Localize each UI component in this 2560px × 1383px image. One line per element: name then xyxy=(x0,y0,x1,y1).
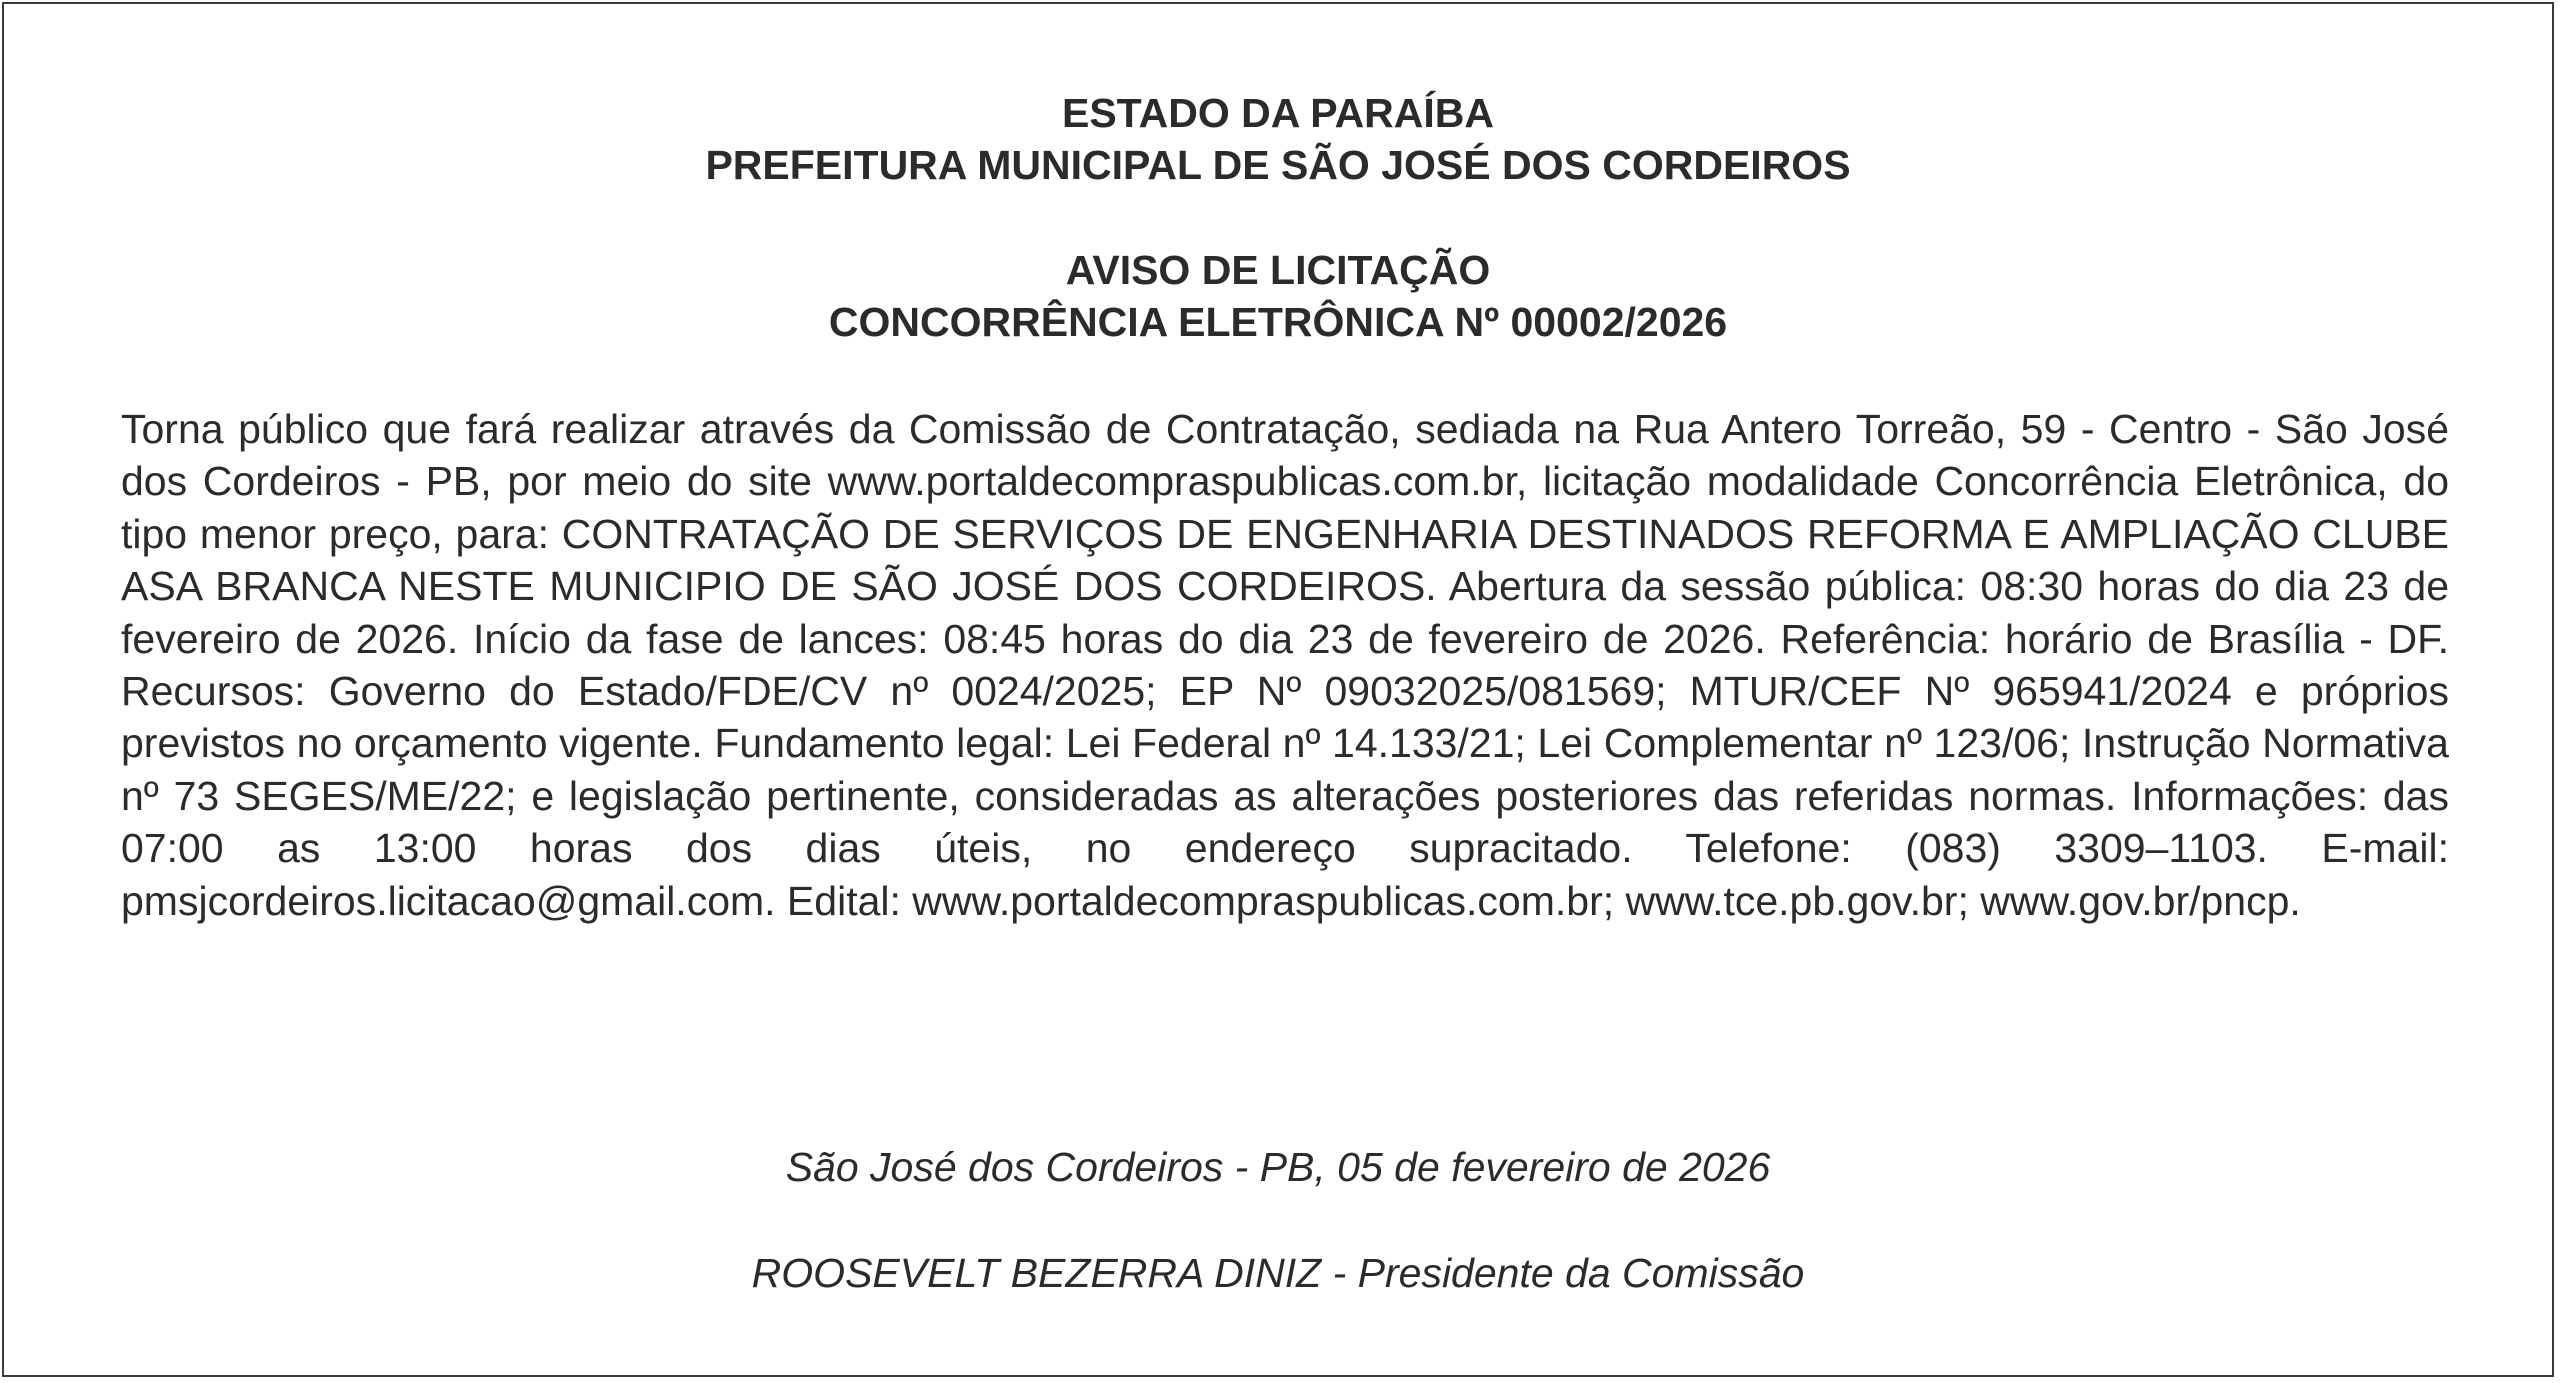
notice-body-text: Torna público que fará realizar através da Comissão de Contratação, sediada na Rua Antero Torreão, 59 - Centro - São José dos Cordeiros - PB, por meio do site www.portaldecompraspublicas.com.br, licitação modalidade Concorrência Eletrônica, do tipo menor preço, para: CONTRATAÇÃO DE SERVIÇOS DE ENGENHARIA DESTINADOS REFORMA E AMPLIAÇÃO CLUBE ASA BRANCA NESTE MUNICIPIO DE SÃO JOSÉ DOS CORDEIROS. Abertura da sessão pública: 08:30 horas do dia 23 de fevereiro de 2026. Início da fase de lances: 08:45 horas do dia 23 de fevereiro de 2026. Referência: horário de Brasília - DF. Recursos: Governo do Estado/FDE/CV nº 0024/2025; EP Nº 09032025/081569; MTUR/CEF Nº 965941/2024 e próprios previstos no orçamento vigente. Fundamento legal: Lei Federal nº 14.133/21; Lei Complementar nº 123/06; Instrução Normativa nº 73 SEGES/ME/22; e legislação pertinente, consideradas as alterações posteriores das referidas normas. Informações: das 07:00 as 13:00 horas dos dias úteis, no endereço supracitado. Telefone: (083) 3309–1103. E-mail: pmsjcordeiros.licitacao@gmail.com. Edital: www.portaldecompraspublicas.com.br; www.tce.pb.gov.br; www.gov.br/pncp. xyxy=(121,406,2449,924)
notice-title: AVISO DE LICITAÇÃO xyxy=(1065,247,1491,293)
issuer-header xyxy=(4,87,2552,191)
municipality-name: PREFEITURA MUNICIPAL DE SÃO JOSÉ DOS CORDEIROS xyxy=(705,142,1851,188)
notice-frame xyxy=(2,2,2554,1377)
procedure-number: CONCORRÊNCIA ELETRÔNICA Nº 00002/2026 xyxy=(828,299,1728,345)
state-name: ESTADO DA PARAÍBA xyxy=(1061,90,1495,136)
notice-header xyxy=(4,244,2552,348)
signature-line: ROOSEVELT BEZERRA DINIZ - Presidente da Comissão xyxy=(751,1250,1805,1296)
place-and-date: São José dos Cordeiros - PB, 05 de fevereiro de 2026 xyxy=(785,1144,1771,1190)
